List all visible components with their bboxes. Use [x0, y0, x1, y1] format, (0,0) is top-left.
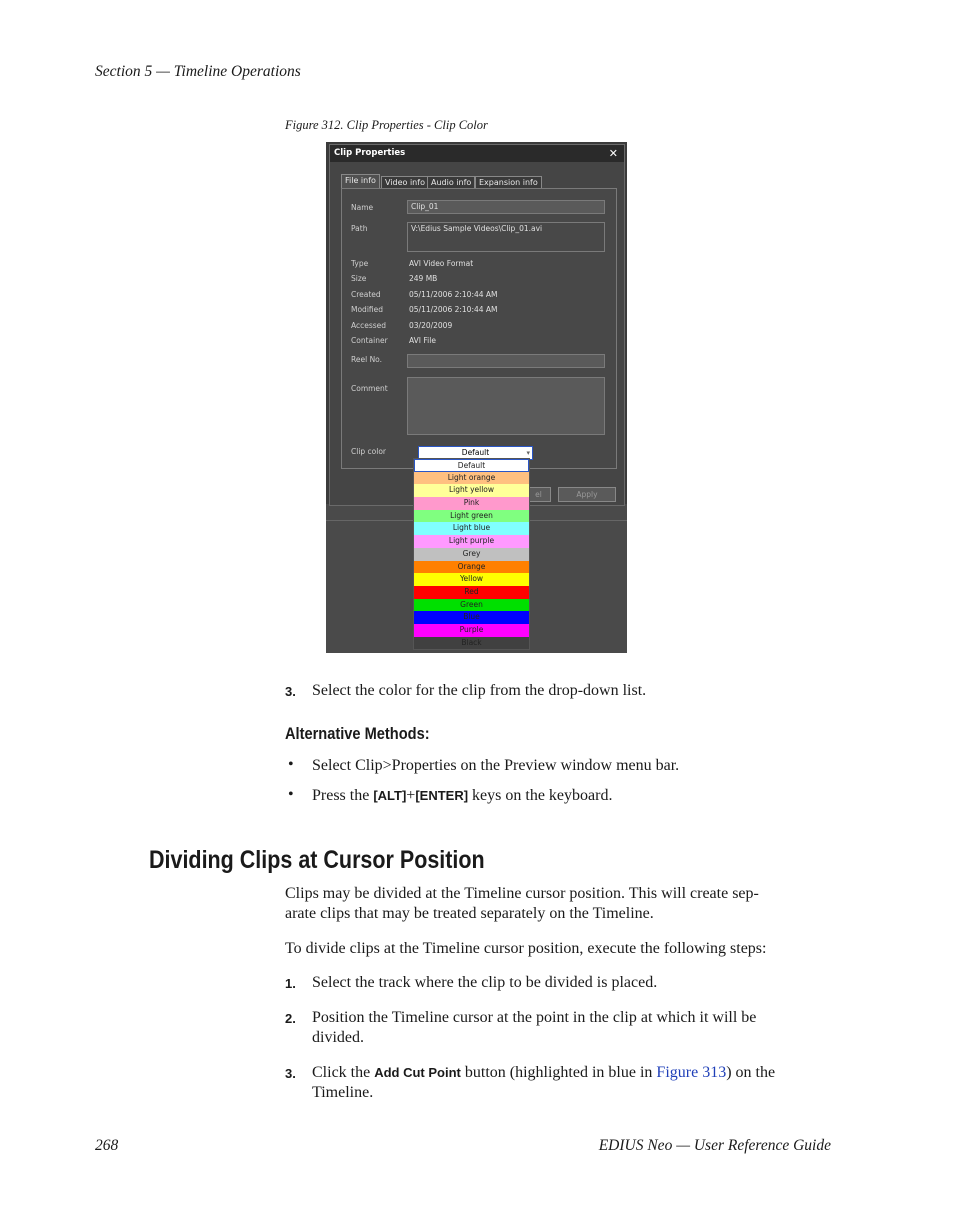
dropdown-item[interactable]: Black: [414, 637, 529, 650]
clip-color-selected: Default: [461, 448, 490, 457]
dropdown-item[interactable]: Grey: [414, 548, 529, 561]
bullet-text: keys on the keyboard.: [468, 787, 613, 804]
step-text: [312, 1008, 837, 1047]
step-text-part: Click the: [312, 1064, 375, 1081]
container-label: Container: [351, 336, 388, 345]
bullet-text: Press the: [312, 787, 374, 804]
dropdown-item[interactable]: Blue: [414, 611, 529, 624]
comment-field[interactable]: [407, 377, 605, 435]
dropdown-item[interactable]: Light orange: [414, 472, 529, 485]
key-enter: [ENTER]: [415, 788, 469, 803]
step-text-part: button (highlighted in blue in: [460, 1064, 657, 1081]
page-number: 268: [95, 1137, 119, 1154]
tab-audio-info[interactable]: Audio info: [427, 176, 475, 189]
section-heading: Dividing Clips at Cursor Position: [149, 846, 485, 874]
step-line: Position the Timeline cursor at the point in the clip at which it will be: [312, 1009, 757, 1026]
running-header: Section 5 — Timeline Operations: [95, 63, 301, 80]
alternative-methods-heading: Alternative Methods:: [285, 724, 430, 743]
bullet-item-1: Select Clip>Properties on the Preview window menu bar.: [312, 757, 680, 774]
plus-sign: +: [406, 787, 416, 804]
path-label: Path: [351, 224, 368, 233]
modified-value: 05/11/2006 2:10:44 AM: [409, 305, 498, 314]
modified-label: Modified: [351, 305, 384, 314]
key-alt: [ALT]: [373, 788, 407, 803]
type-label: Type: [351, 259, 369, 268]
clip-color-dropdown-list: [413, 458, 530, 650]
step-number: 3.: [285, 1066, 296, 1081]
reel-no-field[interactable]: [407, 354, 605, 368]
size-value: 249 MB: [409, 274, 438, 283]
dropdown-item[interactable]: Pink: [414, 497, 529, 510]
figure-313-link[interactable]: Figure 313: [656, 1064, 727, 1081]
name-label: Name: [351, 203, 374, 212]
container-value: AVI File: [409, 336, 436, 345]
clip-properties-dialog: [329, 144, 625, 506]
figure-screenshot: [326, 142, 627, 653]
step-line: divided.: [312, 1028, 364, 1046]
reel-no-label: Reel No.: [351, 355, 383, 364]
close-icon[interactable]: ✕: [608, 147, 618, 160]
comment-label: Comment: [351, 384, 388, 393]
cancel-button-label: el: [535, 490, 542, 499]
step-line: [312, 1063, 837, 1083]
dropdown-item[interactable]: Light blue: [414, 522, 529, 535]
step-text: Select the color for the clip from the drop-down list.: [312, 682, 647, 699]
bullet-icon: •: [288, 756, 294, 773]
step-line: Timeline.: [312, 1083, 374, 1101]
paragraph-line: Clips may be divided at the Timeline cursor position. This will create sep-: [285, 885, 759, 902]
created-value: 05/11/2006 2:10:44 AM: [409, 290, 498, 299]
created-label: Created: [351, 290, 381, 299]
step-number: 1.: [285, 976, 296, 991]
paragraph-2: To divide clips at the Timeline cursor position, execute the following steps:: [285, 940, 767, 957]
add-cut-point-label: Add Cut Point: [374, 1065, 461, 1080]
paragraph-line: arate clips that may be treated separately on the Timeline.: [285, 904, 654, 922]
accessed-value: 03/20/2009: [409, 321, 453, 330]
step-number: 3.: [285, 684, 296, 699]
clip-color-label: Clip color: [351, 447, 387, 456]
chevron-down-icon: ▾: [526, 449, 530, 457]
step-text: [312, 1063, 837, 1102]
tab-file-info[interactable]: File info: [341, 174, 380, 189]
step-text-part: ) on the: [726, 1064, 776, 1081]
step-number: 2.: [285, 1011, 296, 1026]
dropdown-item[interactable]: Light purple: [414, 535, 529, 548]
dialog-title: Clip Properties: [330, 145, 624, 162]
dropdown-item[interactable]: Default: [414, 459, 529, 472]
bullet-item-2: [312, 786, 837, 806]
dropdown-item[interactable]: Orange: [414, 561, 529, 574]
dropdown-item[interactable]: Green: [414, 599, 529, 612]
name-field[interactable]: Clip_01: [407, 200, 605, 214]
figure-caption: Figure 312. Clip Properties - Clip Color: [285, 118, 488, 132]
bullet-icon: •: [288, 786, 294, 803]
apply-button[interactable]: Apply: [558, 487, 616, 502]
accessed-label: Accessed: [351, 321, 387, 330]
step-text: Select the track where the clip to be divided is placed.: [312, 974, 658, 991]
type-value: AVI Video Format: [409, 259, 474, 268]
path-field: V:\Edius Sample Videos\Clip_01.avi: [407, 222, 605, 252]
dropdown-item[interactable]: Light green: [414, 510, 529, 523]
dropdown-item[interactable]: Purple: [414, 624, 529, 637]
dropdown-item[interactable]: Red: [414, 586, 529, 599]
dropdown-item[interactable]: Light yellow: [414, 484, 529, 497]
dropdown-item[interactable]: Yellow: [414, 573, 529, 586]
size-label: Size: [351, 274, 367, 283]
running-footer: EDIUS Neo — User Reference Guide: [598, 1137, 831, 1154]
tab-video-info[interactable]: Video info: [381, 176, 429, 189]
paragraph-1: [285, 884, 835, 923]
tab-expansion-info[interactable]: Expansion info: [475, 176, 542, 189]
